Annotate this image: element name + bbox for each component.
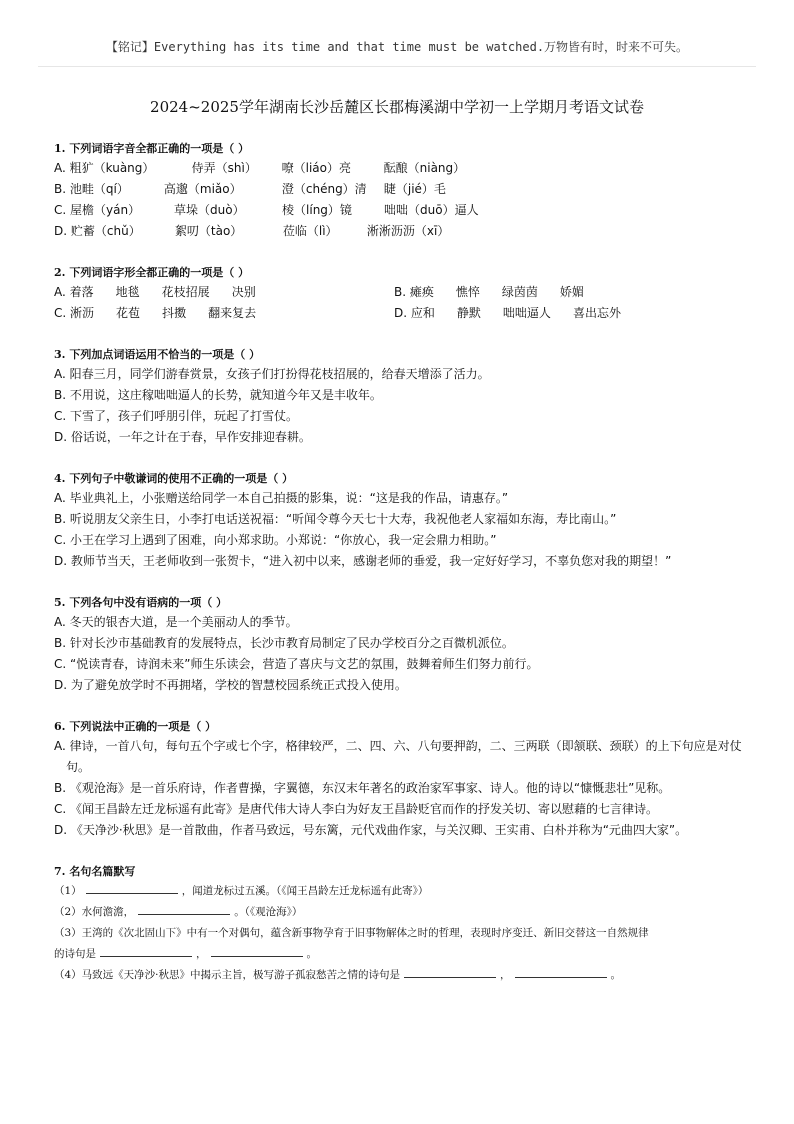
fill-separator: ，: [500, 969, 511, 981]
fill-prefix: （4）马致远《天净沙·秋思》中揭示主旨，极写游子孤寂愁苦之情的诗句是: [54, 969, 401, 981]
fill-blank[interactable]: [515, 965, 607, 978]
option-word: 花苞: [116, 306, 141, 320]
option-word: 咄咄（duō）逼人: [384, 203, 479, 217]
option-c: [54, 303, 394, 324]
fill-item-1: [54, 881, 744, 902]
fill-suffix: 。（《观沧海》）: [234, 906, 303, 918]
option-d: D. 为了避免放学时不再拥堵，学校的智慧校园系统正式投入使用。: [54, 678, 407, 692]
option-word: 应和: [410, 306, 435, 320]
question-6: [54, 718, 744, 841]
fill-prefix: （1）: [54, 885, 82, 897]
option-word: 静默: [456, 306, 481, 320]
exam-title: 2024~2025学年湖南长沙岳麓区长郡梅溪湖中学初一上学期月考语文试卷: [150, 98, 644, 116]
option-word: 草垛（duò）: [174, 203, 245, 217]
option-row-ab: [54, 282, 744, 303]
option-word: 嘹（liáo）亮: [281, 161, 352, 175]
exam-content: [54, 140, 744, 1008]
option-label: B.: [394, 285, 407, 299]
question-stem: 1. 下列词语字音全都正确的一项是（ ）: [54, 142, 250, 155]
option-b: B. 针对长沙市基础教育的发展特点，长沙市教育局制定了民办学校百分之百微机派位。: [54, 636, 514, 650]
fill-blank[interactable]: [404, 965, 496, 978]
option-b: B. 《观沧海》是一首乐府诗，作者曹操，字翼德，东汉末年著名的政治家军事家、诗人。他的诗以“慷慨悲壮”见称。: [54, 781, 671, 795]
option-word: 屋檐（yán）: [70, 203, 141, 217]
option-d: [54, 221, 744, 242]
fill-item-4: [54, 965, 744, 986]
fill-separator: ，: [196, 948, 207, 960]
question-2: [54, 264, 744, 324]
option-d: D. 《天净沙·秋思》是一首散曲，作者马致远，号东篱，元代戏曲作家，与关汉卿、王实甫、白朴并称为“元曲四大家”。: [54, 823, 688, 837]
question-stem: 3. 下列加点词语运用不恰当的一项是（ ）: [54, 348, 261, 361]
option-b: B. 听说朋友父亲生日，小李打电话送祝福：“听闻令尊今天七十大寿，我祝他老人家福如东海，寿比南山。”: [54, 512, 617, 526]
option-label: A.: [54, 285, 66, 299]
option-word: 地毯: [115, 285, 140, 299]
option-c: C. “悦读青春，诗润未来”师生乐读会，营造了喜庆与文艺的氛围，鼓舞着师生们努力前行。: [54, 657, 539, 671]
option-word: 池畦（qí）: [69, 182, 129, 196]
option-word: 粗犷（kuàng）: [69, 161, 155, 175]
option-c: C. 《闻王昌龄左迁龙标遥有此寄》是唐代伟大诗人李白为好友王昌龄贬官而作的抒发关切、寄以慰藉的七言律诗。: [54, 802, 659, 816]
option-word: 淅淅沥沥（xī）: [366, 224, 450, 238]
fill-item-2: [54, 902, 744, 923]
option-label: D.: [54, 224, 68, 238]
option-word: 绿茵茵: [501, 285, 538, 299]
option-row-cd: [54, 303, 744, 324]
question-stem: 7. 名句名篇默写: [54, 865, 136, 878]
question-7: [54, 863, 744, 986]
option-a: A. 阳春三月，同学们游春赏景，女孩子们打扮得花枝招展的，给春天增添了活力。: [54, 367, 490, 381]
question-stem: 4. 下列句子中敬谦词的使用不正确的一项是（ ）: [54, 472, 294, 485]
option-c: [54, 200, 744, 221]
option-word: 着落: [69, 285, 94, 299]
option-word: 抖擞: [162, 306, 187, 320]
question-4: [54, 470, 744, 572]
option-word: 喜出忘外: [572, 306, 621, 320]
option-a: [54, 158, 744, 179]
option-word: 高邈（miǎo）: [163, 182, 242, 196]
header-motto: 【铭记】Everything has its time and that time must be watched.万物皆有时，时来不可失。: [105, 40, 689, 54]
question-5: [54, 594, 744, 696]
option-word: 莅临（lì）: [282, 224, 338, 238]
option-b: B. 不用说，这庄稼咄咄逼人的长势，就知道今年又是丰收年。: [54, 388, 382, 402]
option-d: D. 俗话说，一年之计在于春，早作安排迎春耕。: [54, 430, 311, 444]
option-word: 憔悴: [455, 285, 480, 299]
fill-suffix: 。: [610, 969, 622, 981]
option-word: 睫（jié）毛: [383, 182, 446, 196]
header-divider: [38, 66, 756, 67]
fill-blank[interactable]: [100, 944, 192, 957]
option-word: 花枝招展: [161, 285, 210, 299]
option-a: A. 律诗，一首八句，每句五个字或七个字，格律较严，二、四、六、八句要押韵，二、三两联（即颔联、颈联）的上下句应是对仗句。: [54, 739, 742, 774]
option-b: [54, 179, 744, 200]
option-label: C.: [54, 203, 67, 217]
fill-suffix: ，闻道龙标过五溪。（《闻王昌龄左迁龙标遥有此寄》）: [181, 885, 429, 897]
option-c: C. 小王在学习上遇到了困难，向小郑求助。小郑说：“你放心，我一定会鼎力相助。”: [54, 533, 497, 547]
option-label: C.: [54, 306, 67, 320]
fill-blank[interactable]: [211, 944, 303, 957]
fill-suffix: 。: [306, 948, 317, 960]
option-d: [394, 303, 724, 324]
fill-prefix: （2）水何澹澹，: [54, 906, 135, 918]
option-a: [54, 282, 394, 303]
option-label: A.: [54, 161, 66, 175]
option-word: 决别: [231, 285, 256, 299]
option-label: B.: [54, 182, 67, 196]
fill-text: （3）王湾的《次北固山下》中有一个对偶句，蕴含新事物孕育于旧事物解体之时的哲理，表现时序变迁、新旧交替这一自然规律: [54, 927, 649, 939]
option-word: 絮叨（tào）: [174, 224, 243, 238]
fill-item-3: [54, 923, 744, 965]
option-word: 咄咄逼人: [502, 306, 551, 320]
option-word: 侍弄（shì）: [191, 161, 257, 175]
option-word: 娇媚: [559, 285, 584, 299]
option-word: 澄（chéng）清: [281, 182, 367, 196]
option-a: A. 毕业典礼上，小张赠送给同学一本自己拍摄的影集，说：“这是我的作品，请惠存。”: [54, 491, 509, 505]
question-stem: 6. 下列说法中正确的一项是（ ）: [54, 720, 217, 733]
question-stem: 2. 下列词语字形全都正确的一项是（ ）: [54, 266, 250, 279]
fill-prefix: 的诗句是: [54, 948, 96, 960]
option-word: 翻来复去: [208, 306, 257, 320]
fill-blank[interactable]: [86, 881, 178, 894]
option-d: D. 教师节当天，王老师收到一张贺卡，“进入初中以来，感谢老师的垂爱，我一定好好学习，不辜负您对我的期望！”: [54, 554, 672, 568]
option-b: [394, 282, 724, 303]
question-stem: 5. 下列各句中没有语病的一项（ ）: [54, 596, 228, 609]
option-c: C. 下雪了，孩子们呼朋引伴，玩起了打雪仗。: [54, 409, 299, 423]
option-word: 贮蓄（chǔ）: [70, 224, 141, 238]
option-label: D.: [394, 306, 408, 320]
option-a: A. 冬天的银杏大道，是一个美丽动人的季节。: [54, 615, 298, 629]
option-word: 酝酿（niàng）: [383, 161, 466, 175]
question-3: [54, 346, 744, 448]
question-1: [54, 140, 744, 242]
option-word: 淅沥: [70, 306, 95, 320]
option-word: 棱（líng）镜: [282, 203, 352, 217]
fill-blank[interactable]: [138, 902, 230, 915]
option-word: 瘫痪: [409, 285, 434, 299]
